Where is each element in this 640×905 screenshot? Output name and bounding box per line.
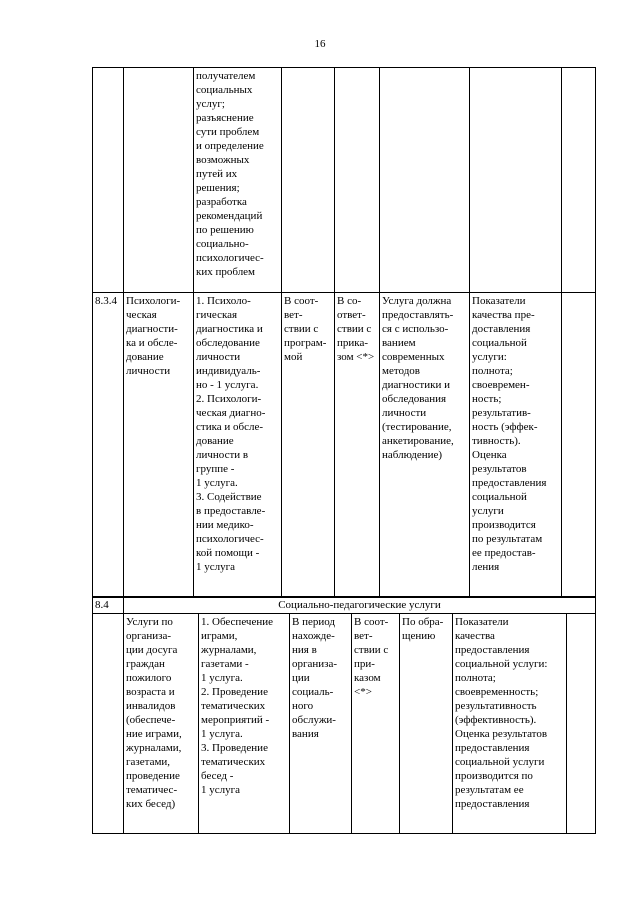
section-header-row: [93, 597, 596, 614]
service-term: В период нахожде- ния в организа- ции социаль- ного обслужи- вания: [290, 614, 352, 834]
service-volume: 1. Обеспечение играми, журналами, газетами - 1 услуга. 2. Проведение тематических мероприятий - 1 услуга. 3. Проведение тематических бесед - 1 услуга: [199, 614, 290, 834]
table-row: [93, 68, 596, 293]
cell-empty: [562, 293, 596, 598]
table-row: [93, 293, 596, 598]
service-conditions: По обра- щению: [400, 614, 453, 834]
cell-empty: [470, 68, 562, 293]
table-row: [93, 614, 596, 834]
service-indicators: Показатели качества пре- доставления социальной услуги: полнота; своевремен- ность; результатив- ность (эффек- тивность). Оценка результатов предоставления социальной услуги производится по результатам ее предостав- ления: [470, 293, 562, 598]
section-title: Социально-педагогические услуги: [124, 597, 596, 614]
cell-empty: [282, 68, 335, 293]
section-number: 8.4: [93, 597, 124, 614]
cell-empty: [124, 68, 194, 293]
cell-empty: [567, 614, 596, 834]
service-cost: В со- ответ- ствии с прика- зом <*>: [335, 293, 380, 598]
service-indicators: Показатели качества предоставления социальной услуги: полнота; своевременность; результативность (эффективность). Оценка результатов предоставления социальной услуги производится по результатам ее предоставления: [453, 614, 567, 834]
services-table-lower: [92, 596, 596, 834]
cell-empty: [335, 68, 380, 293]
service-number: 8.3.4: [93, 293, 124, 598]
services-table-upper: [92, 67, 596, 598]
service-volume-continued: получателем социальных услуг; разъяснение сути проблем и определение возможных путей их решения; разработка рекомендаций по решению социально- психологичес- ких проблем: [194, 68, 282, 293]
service-name: Услуги по организа- ции досуга граждан пожилого возраста и инвалидов (обеспече- ние играми, журналами, газетами, проведение тематичес- ких бесед): [124, 614, 199, 834]
service-term: В соот- вет- ствии с програм- мой: [282, 293, 335, 598]
service-volume: 1. Психоло- гическая диагностика и обследование личности индивидуаль- но - 1 услуга. 2. Психологи- ческая диагно- стика и обсле- дование личности в группе - 1 услуга. 3. Содействие в предоставле- нии медико- психологичес- кой помощи - 1 услуга: [194, 293, 282, 598]
cell-empty: [380, 68, 470, 293]
service-conditions: Услуга должна предоставлять- ся с использо- ванием современных методов диагностики и обследования личности (тестирование, анкетирование, наблюдение): [380, 293, 470, 598]
cell-empty: [93, 614, 124, 834]
service-name: Психологи- ческая диагности- ка и обсле- дование личности: [124, 293, 194, 598]
service-cost: В соот- вет- ствии с при- казом <*>: [352, 614, 400, 834]
cell-empty: [93, 68, 124, 293]
page-number: 16: [314, 38, 326, 50]
cell-empty: [562, 68, 596, 293]
